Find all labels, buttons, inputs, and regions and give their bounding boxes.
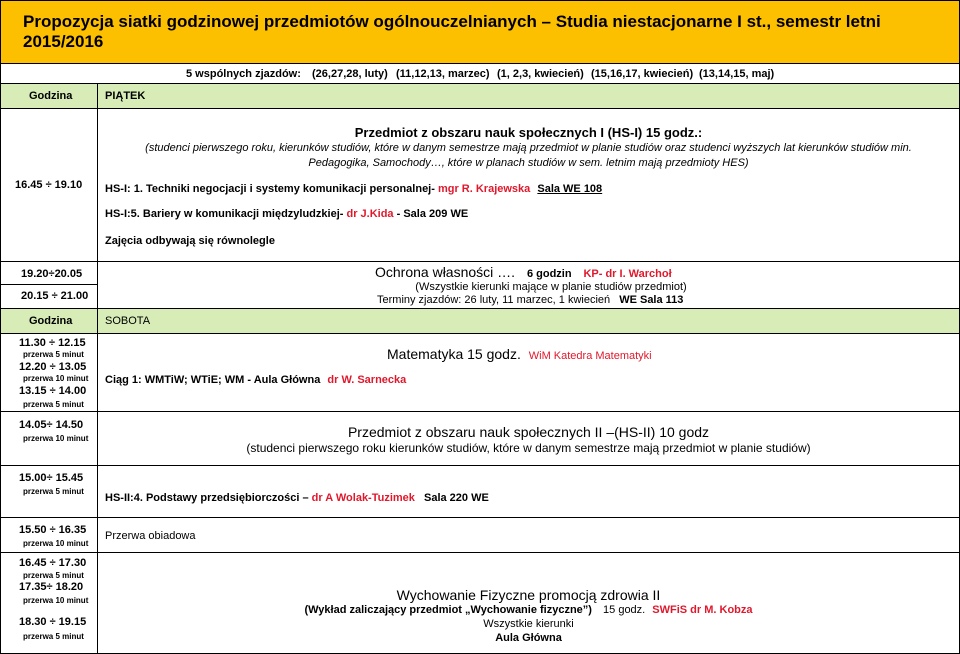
column-divider: [97, 84, 98, 654]
wf-title: Wychowanie Fizyczne promocją zdrowia II: [396, 587, 661, 603]
sat-break: przerwa 5 minut: [23, 632, 84, 641]
row-divider: [1, 465, 959, 466]
ow-desc: (Wszystkie kierunki mające w planie studiów przedmiot): [415, 281, 687, 293]
mat-dept: WiM Katedra Matematyki: [528, 350, 652, 362]
ow-room: WE Sala 113: [619, 294, 684, 306]
row-divider: [1, 552, 959, 553]
course-room: - Sala 209 WE: [396, 208, 469, 220]
sat-time: 14.05÷ 14.50: [19, 419, 84, 431]
ow-hours: 6 godzin: [526, 268, 572, 280]
sat-break: przerwa 5 minut: [23, 350, 84, 359]
mat-title-line: [387, 346, 652, 362]
zjazdy-label: 5 wspólnych zjazdów:: [186, 68, 301, 80]
ow-title-line: [375, 264, 672, 280]
mat-dot: .: [516, 346, 521, 362]
hs1-row: [1, 109, 959, 262]
ow-title: Ochrona własności ….: [375, 264, 516, 280]
row-divider: [1, 517, 959, 518]
sat-break: przerwa 5 minut: [23, 487, 84, 496]
sat-break: przerwa 10 minut: [23, 596, 89, 605]
ow-teacher: KP- dr I. Warchoł: [583, 268, 672, 280]
ow-time-divider: [1, 284, 97, 285]
mat-teacher: dr W. Sarnecka: [327, 374, 407, 386]
saturday-grid: [1, 334, 959, 653]
ow-terms-line: [377, 294, 683, 306]
friday-header: [1, 84, 959, 109]
col-godzina: Godzina: [29, 90, 73, 102]
sat-break: przerwa 10 minut: [23, 374, 89, 383]
sat-time: 15.50 ÷ 16.35: [19, 524, 87, 536]
course-room: Sala WE 108: [537, 183, 603, 195]
sat-time: 15.00÷ 15.45: [19, 472, 84, 484]
sat-break: przerwa 5 minut: [23, 400, 84, 409]
mat-title: Matematyka 15 godz: [387, 346, 517, 362]
course-code: HS-I: 1. Techniki negocjacji i systemy komunikacji personalnej-: [105, 183, 435, 195]
sat-time: 13.15 ÷ 14.00: [19, 385, 87, 397]
zjazdy-row: [1, 64, 959, 84]
zjazd-date: (13,14,15, maj): [699, 68, 775, 80]
course-teacher: mgr R. Krajewska: [437, 183, 531, 195]
sat-break: przerwa 10 minut: [23, 434, 89, 443]
hs2-course: HS-II:4. Podstawy przedsiębiorczości –: [105, 492, 309, 504]
wf-hours: 15 godz.: [603, 604, 646, 616]
sat-break: przerwa 10 minut: [23, 539, 89, 548]
hs2-desc: (studenci pierwszego roku kierunków studiów, które w danym semestrze mają przedmiot w planie studiów): [246, 441, 811, 455]
sat-break: przerwa 5 minut: [23, 571, 84, 580]
hs1-course-2: [105, 208, 468, 220]
wf-room: Aula Główna: [495, 632, 562, 644]
hs2-title: Przedmiot z obszaru nauk społecznych II –(HS-II) 10 godz: [347, 424, 710, 440]
hs1-course-1: [105, 183, 602, 195]
sat-time: 17.35÷ 18.20: [19, 581, 84, 593]
wf-desc-2: Wszystkie kierunki: [483, 618, 574, 630]
mat-room: Aula Główna: [253, 374, 321, 386]
zjazd-date: (15,16,17, kwiecień): [591, 68, 694, 80]
col-day: PIĄTEK: [105, 90, 146, 102]
hs1-time: 16.45 ÷ 19.10: [15, 179, 83, 191]
wf-desc-1: (Wykład zaliczający przedmiot „Wychowanie fizyczne”): [304, 604, 592, 616]
ow-row: [1, 262, 959, 309]
zjazd-date: (11,12,13, marzec): [396, 68, 490, 80]
sat-time: 12.20 ÷ 13.05: [19, 361, 87, 373]
hs1-parallel-note: Zajęcia odbywają się równolegle: [105, 235, 275, 247]
wf-teacher: SWFiS dr M. Kobza: [652, 604, 753, 616]
ow-time-2: 20.15 ÷ 21.00: [21, 290, 89, 302]
sat-time: 18.30 ÷ 19.15: [19, 616, 87, 628]
wf-desc-line: [98, 604, 959, 616]
col-godzina: Godzina: [29, 315, 73, 327]
page-title: Propozycja siatki godzinowej przedmiotów ogólnouczelnianych – Studia niestacjonarne I st., semestr letni 2015/2016: [23, 12, 881, 51]
lunch-break: Przerwa obiadowa: [105, 530, 196, 542]
col-day: SOBOTA: [105, 315, 151, 327]
ow-time-1: 19.20÷20.05: [21, 268, 83, 280]
hs1-title: Przedmiot z obszaru nauk społecznych I (HS-I) 15 godz.:: [354, 125, 703, 140]
mat-seq-line: [105, 374, 406, 386]
zjazd-date: (1, 2,3, kwiecień): [497, 68, 584, 80]
hs2-teacher: dr A Wolak-Tuzimek: [311, 492, 415, 504]
title-bar: [1, 1, 959, 64]
sat-time: 16.45 ÷ 17.30: [19, 557, 87, 569]
hs2-room: Sala 220 WE: [423, 492, 489, 504]
mat-seq: Ciąg 1: WMTiW; WTiE; WM -: [105, 374, 252, 386]
sat-time: 11.30 ÷ 12.15: [19, 337, 86, 349]
course-teacher: dr J.Kida: [346, 208, 394, 220]
hs1-desc-1: (studenci pierwszego roku, kierunków studiów, które w danym semestrze mają przedmiot w planie studiów oraz studenci wyższych lat kierunków studiów min.: [145, 142, 912, 154]
saturday-header: [1, 309, 959, 334]
row-divider: [1, 411, 959, 412]
hs2-course-line: [105, 492, 489, 504]
zjazd-date: (26,27,28, luty): [312, 68, 388, 80]
hs1-desc-2: Pedagogika, Samochody…, które w planach studiów w sem. letnim mają przedmioty HES): [308, 157, 749, 169]
course-code: HS-I:5. Bariery w komunikacji międzyludzkiej-: [105, 208, 344, 220]
ow-terms: Terminy zjazdów: 26 luty, 11 marzec, 1 kwiecień: [377, 294, 611, 306]
